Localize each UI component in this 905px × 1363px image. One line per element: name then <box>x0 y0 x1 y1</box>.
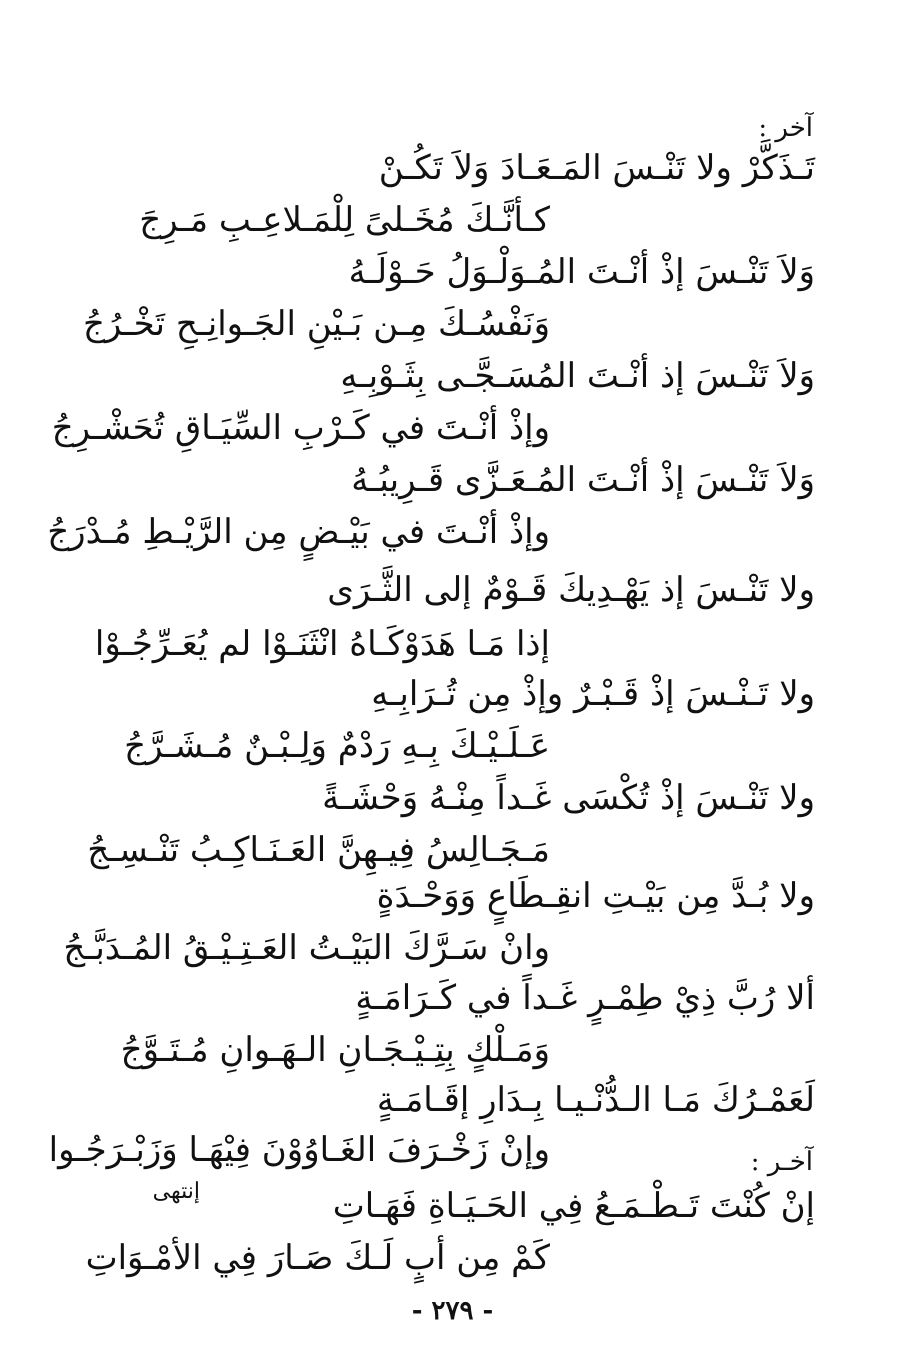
verse-line-7: وَلاَ تَنْـسَ إذْ أنْـتَ المُـعَـزَّى قَـرِيبُـهُ <box>351 460 815 500</box>
verse-line-20: وإنْ زَخْـرَفَ الغَـاوُوْنَ فِيْهَـا وَزَبْـرَجُـوا <box>48 1130 550 1170</box>
verse-line-12: عَـلَـيْـكَ بِـهِ رَدْمٌ وَلِـبْـنٌ مُـشَـرَّجُ <box>124 726 550 766</box>
verse-line-11: ولا تَـنْـسَ إذْ قَـبْـرٌ وإذْ مِن تُـرَابِـهِ <box>371 674 815 714</box>
verse-line-4: وَنَفْسُـكَ مِـن بَـيْنِ الجَـوانِـحِ تَخْـرُجُ <box>82 304 550 344</box>
verse-line-16: وانْ سَـرَّكَ البَيْـتُ العَـتِـيْـقُ المُـدَبَّـجُ <box>63 928 550 968</box>
verse-line-19: لَعَمْـرُكَ مَـا الـدُّنْـيـا بِـدَارِ إقَـامَـةٍ <box>376 1080 815 1120</box>
verse-line-17: ألا رُبَّ ذِيْ طِمْـرٍ غَـداً في كَـرَامَـةٍ <box>355 978 815 1018</box>
verse-line-18: وَمَـلْكٍ بِتِـيْـجَـانِ الـهَـوانِ مُـتَـوَّجُ <box>120 1030 550 1070</box>
verse-line-8: وإذْ أنْـتَ في بَيْـضٍ مِن الرَّيْـطِ مُـدْرَجُ <box>47 512 550 552</box>
verse-line-3: وَلاَ تَنْـسَ إذْ أنْـتَ المُـوَلْـوَلُ حَـوْلَـهُ <box>348 252 815 292</box>
verse-line-5: وَلاَ تَنْـسَ إذ أنْـتَ المُسَـجَّـى بِثَـوْبِـهِ <box>340 356 815 396</box>
verse-line-10: إذا مَـا هَدَوْكَـاهُ انْثَنَـوْا لم يُعَـرِّجُـوْا <box>94 624 550 664</box>
verse-line-14: مَـجَـالِسُ فِيـهِنَّ العَـنَـاكِـبُ تَنْـسِـجُ <box>87 830 550 870</box>
verse-line-15: ولا بُـدَّ مِن بَيْـتِ انقِـطَاعٍ وَوَحْـدَةٍ <box>376 876 815 916</box>
verse-line-1: تَـذَكَّرْ ولا تَنْـسَ المَـعَـادَ وَلاَ تَكُـنْ <box>378 148 815 188</box>
verse-line-22: كَمْ مِن أبٍ لَـكَ صَـارَ فِي الأمْـوَاتِ <box>85 1238 550 1278</box>
verse-line-2: كـأنَّـكَ مُخَـلىً لِلْمَـلاعِـبِ مَـرِجَ <box>139 200 550 240</box>
poem-1-heading: آخر : <box>758 113 813 143</box>
verse-line-9: ولا تَنْـسَ إذ يَهْـدِيكَ قَـوْمٌ إلى الثَّـرَى <box>327 570 815 610</box>
verse-line-6: وإذْ أنْـتَ في كَـرْبِ السِّيَـاقِ تُحَشْـرِجُ <box>51 408 550 448</box>
verse-line-13: ولا تَنْـسَ إذْ تُكْسَى غَـداً مِنْـهُ وَحْشَـةً <box>322 778 815 818</box>
poem-2-heading: آخـر : <box>750 1147 813 1177</box>
end-mark: إنتهى <box>152 1179 200 1204</box>
verse-line-21: إنْ كُنْتَ تَـطْـمَـعُ فِي الحَـيَـاةِ فَهَـاتِ <box>332 1186 815 1226</box>
page-number: - ٢٧٩ - <box>411 1296 494 1326</box>
